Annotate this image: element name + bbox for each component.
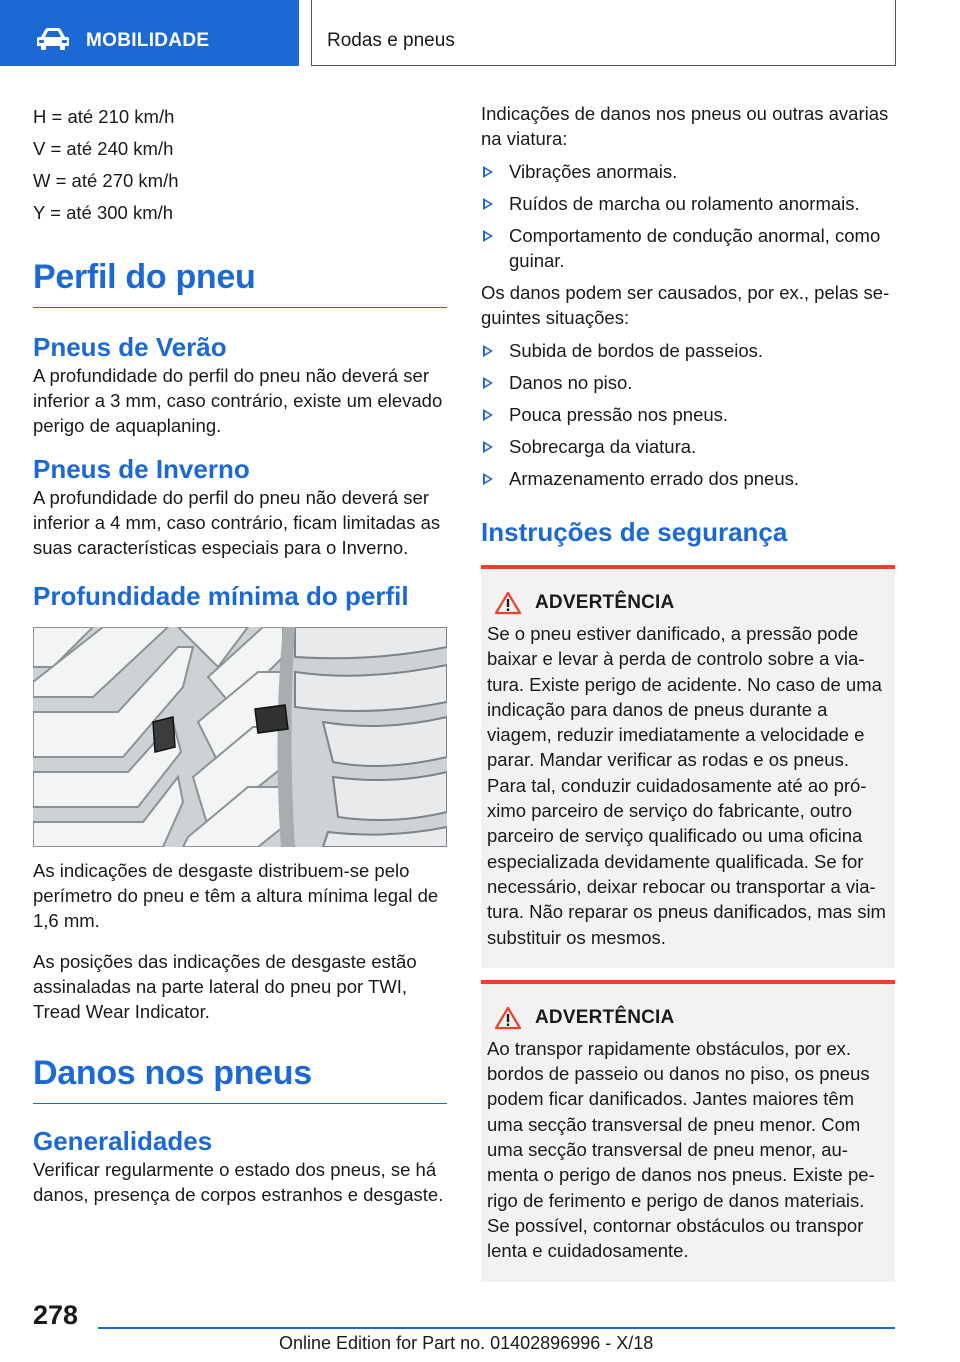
list-item: Armazenamento errado dos pneus. (481, 466, 895, 491)
generalidades-title: Generalidades (33, 1126, 213, 1156)
list-item: Vibrações anormais. (481, 159, 895, 184)
warning-header (487, 591, 887, 615)
warning-triangle-icon (495, 1006, 521, 1030)
chapter-tab (311, 0, 896, 66)
minima-title: Profundidade mínima do perfil (33, 581, 409, 611)
generalidades-text: Verificar regularmente o estado dos pneus, se há danos, presença de corpos estranhos e desgaste. (33, 1159, 444, 1205)
page-header (0, 0, 960, 66)
left-column (33, 102, 447, 1207)
posicoes-text: As posições das indicações de desgaste estão assinaladas na parte lateral do pneu por TWI, Tread Wear Indicator. (33, 951, 417, 1022)
footer-divider (98, 1327, 895, 1329)
inverno-title: Pneus de Inverno (33, 454, 250, 484)
bullet-triangle-icon (483, 377, 493, 389)
warning-header (487, 1006, 887, 1030)
verao-text: A profundidade do perfil do pneu não deverá ser inferior a 3 mm, caso contrário, existe um elevado perigo de aquaplaning. (33, 365, 443, 436)
bullet-triangle-icon (483, 441, 493, 453)
bullet-triangle-icon (483, 198, 493, 210)
warning-label: ADVERTÊNCIA (535, 592, 675, 613)
causas-list (481, 338, 895, 491)
warning-text: Se o pneu estiver danificado, a pressão pode baixar e levar à perda de controlo sobre a viatura. Existe perigo de acidente. No caso de uma indicação para danos de pneus durante a viagem, reduzir imediatamente a velocidade e parar. Mandar verificar as rodas e os pneus. Para tal, conduzir cuidadosamente até ao próximo parceiro de serviço do fabricante, outro parceiro de serviço qualificado ou uma oficina especializada devidamente qualificada. Se for necessário, deixar rebocar ou transportar a viatura. Não reparar os pneus danificados, mas sim substituir os mesmos. (487, 623, 886, 948)
verao-title: Pneus de Verão (33, 332, 227, 362)
list-item: Pouca pressão nos pneus. (481, 402, 895, 427)
indicacoes-text: Indicações de danos nos pneus ou outras avarias na viatura: (481, 103, 889, 149)
bullet-triangle-icon (483, 409, 493, 421)
causas-text: Os danos podem ser causados, por ex., pelas seguintes situações: (481, 282, 890, 328)
list-item: Sobrecarga da viatura. (481, 434, 895, 459)
list-item: Comportamento de condução anormal, como guinar. (481, 223, 895, 273)
warning-box (481, 565, 895, 968)
speed-v: V = até 240 km/h (33, 138, 174, 159)
warning-triangle-icon (495, 591, 521, 615)
bullet-triangle-icon (483, 345, 493, 357)
page-number: 278 (33, 1300, 79, 1330)
list-item: Ruídos de marcha ou rolamento anormais. (481, 191, 895, 216)
right-column (481, 102, 895, 1282)
inverno-text: A profundidade do perfil do pneu não deverá ser inferior a 4 mm, caso contrário, ficam limitadas as suas características especiais para o Inverno. (33, 487, 441, 558)
bullet-triangle-icon (483, 166, 493, 178)
list-item: Subida de bordos de passeios. (481, 338, 895, 363)
indicacoes-list (481, 159, 895, 273)
section-label: MOBILIDADE (86, 30, 210, 51)
seguranca-title: Instruções de segurança (481, 517, 788, 547)
speed-h: H = até 210 km/h (33, 106, 175, 127)
section-tab[interactable] (0, 0, 299, 66)
danos-title: Danos nos pneus (33, 1054, 447, 1104)
warning-text: Ao transpor rapidamente obstáculos, por ex. bordos de passeio ou danos no piso, os pneus podem ficar danificados. Jantes maiores têm uma secção transversal de pneu menor. Com uma secção transversal de pneu menor, aumenta o perigo de danos nos pneus. Existe perigo de ferimento e perigo de danos materiais. Se possível, contornar obstáculos ou transpor lenta e cuidadosamente. (487, 1037, 875, 1262)
speed-w: W = até 270 km/h (33, 170, 179, 191)
warning-box (481, 980, 895, 1282)
bullet-triangle-icon (483, 230, 493, 242)
car-icon (36, 27, 70, 51)
speed-y: Y = até 300 km/h (33, 202, 174, 223)
list-item: Danos no piso. (481, 370, 895, 395)
bullet-triangle-icon (483, 473, 493, 485)
speed-list (33, 101, 447, 229)
desgaste-text: As indicações de desgaste distribuem-se pelo perímetro do pneu e têm a altura mínima legal de 1,6 mm. (33, 860, 439, 931)
perfil-title: Perfil do pneu (33, 258, 447, 308)
edition-text: Online Edition for Part no. 01402896996 - X/18 (279, 1333, 654, 1353)
tire-tread-image (33, 627, 447, 847)
chapter-label: Rodas e pneus (327, 30, 455, 51)
warning-label: ADVERTÊNCIA (535, 1006, 675, 1028)
